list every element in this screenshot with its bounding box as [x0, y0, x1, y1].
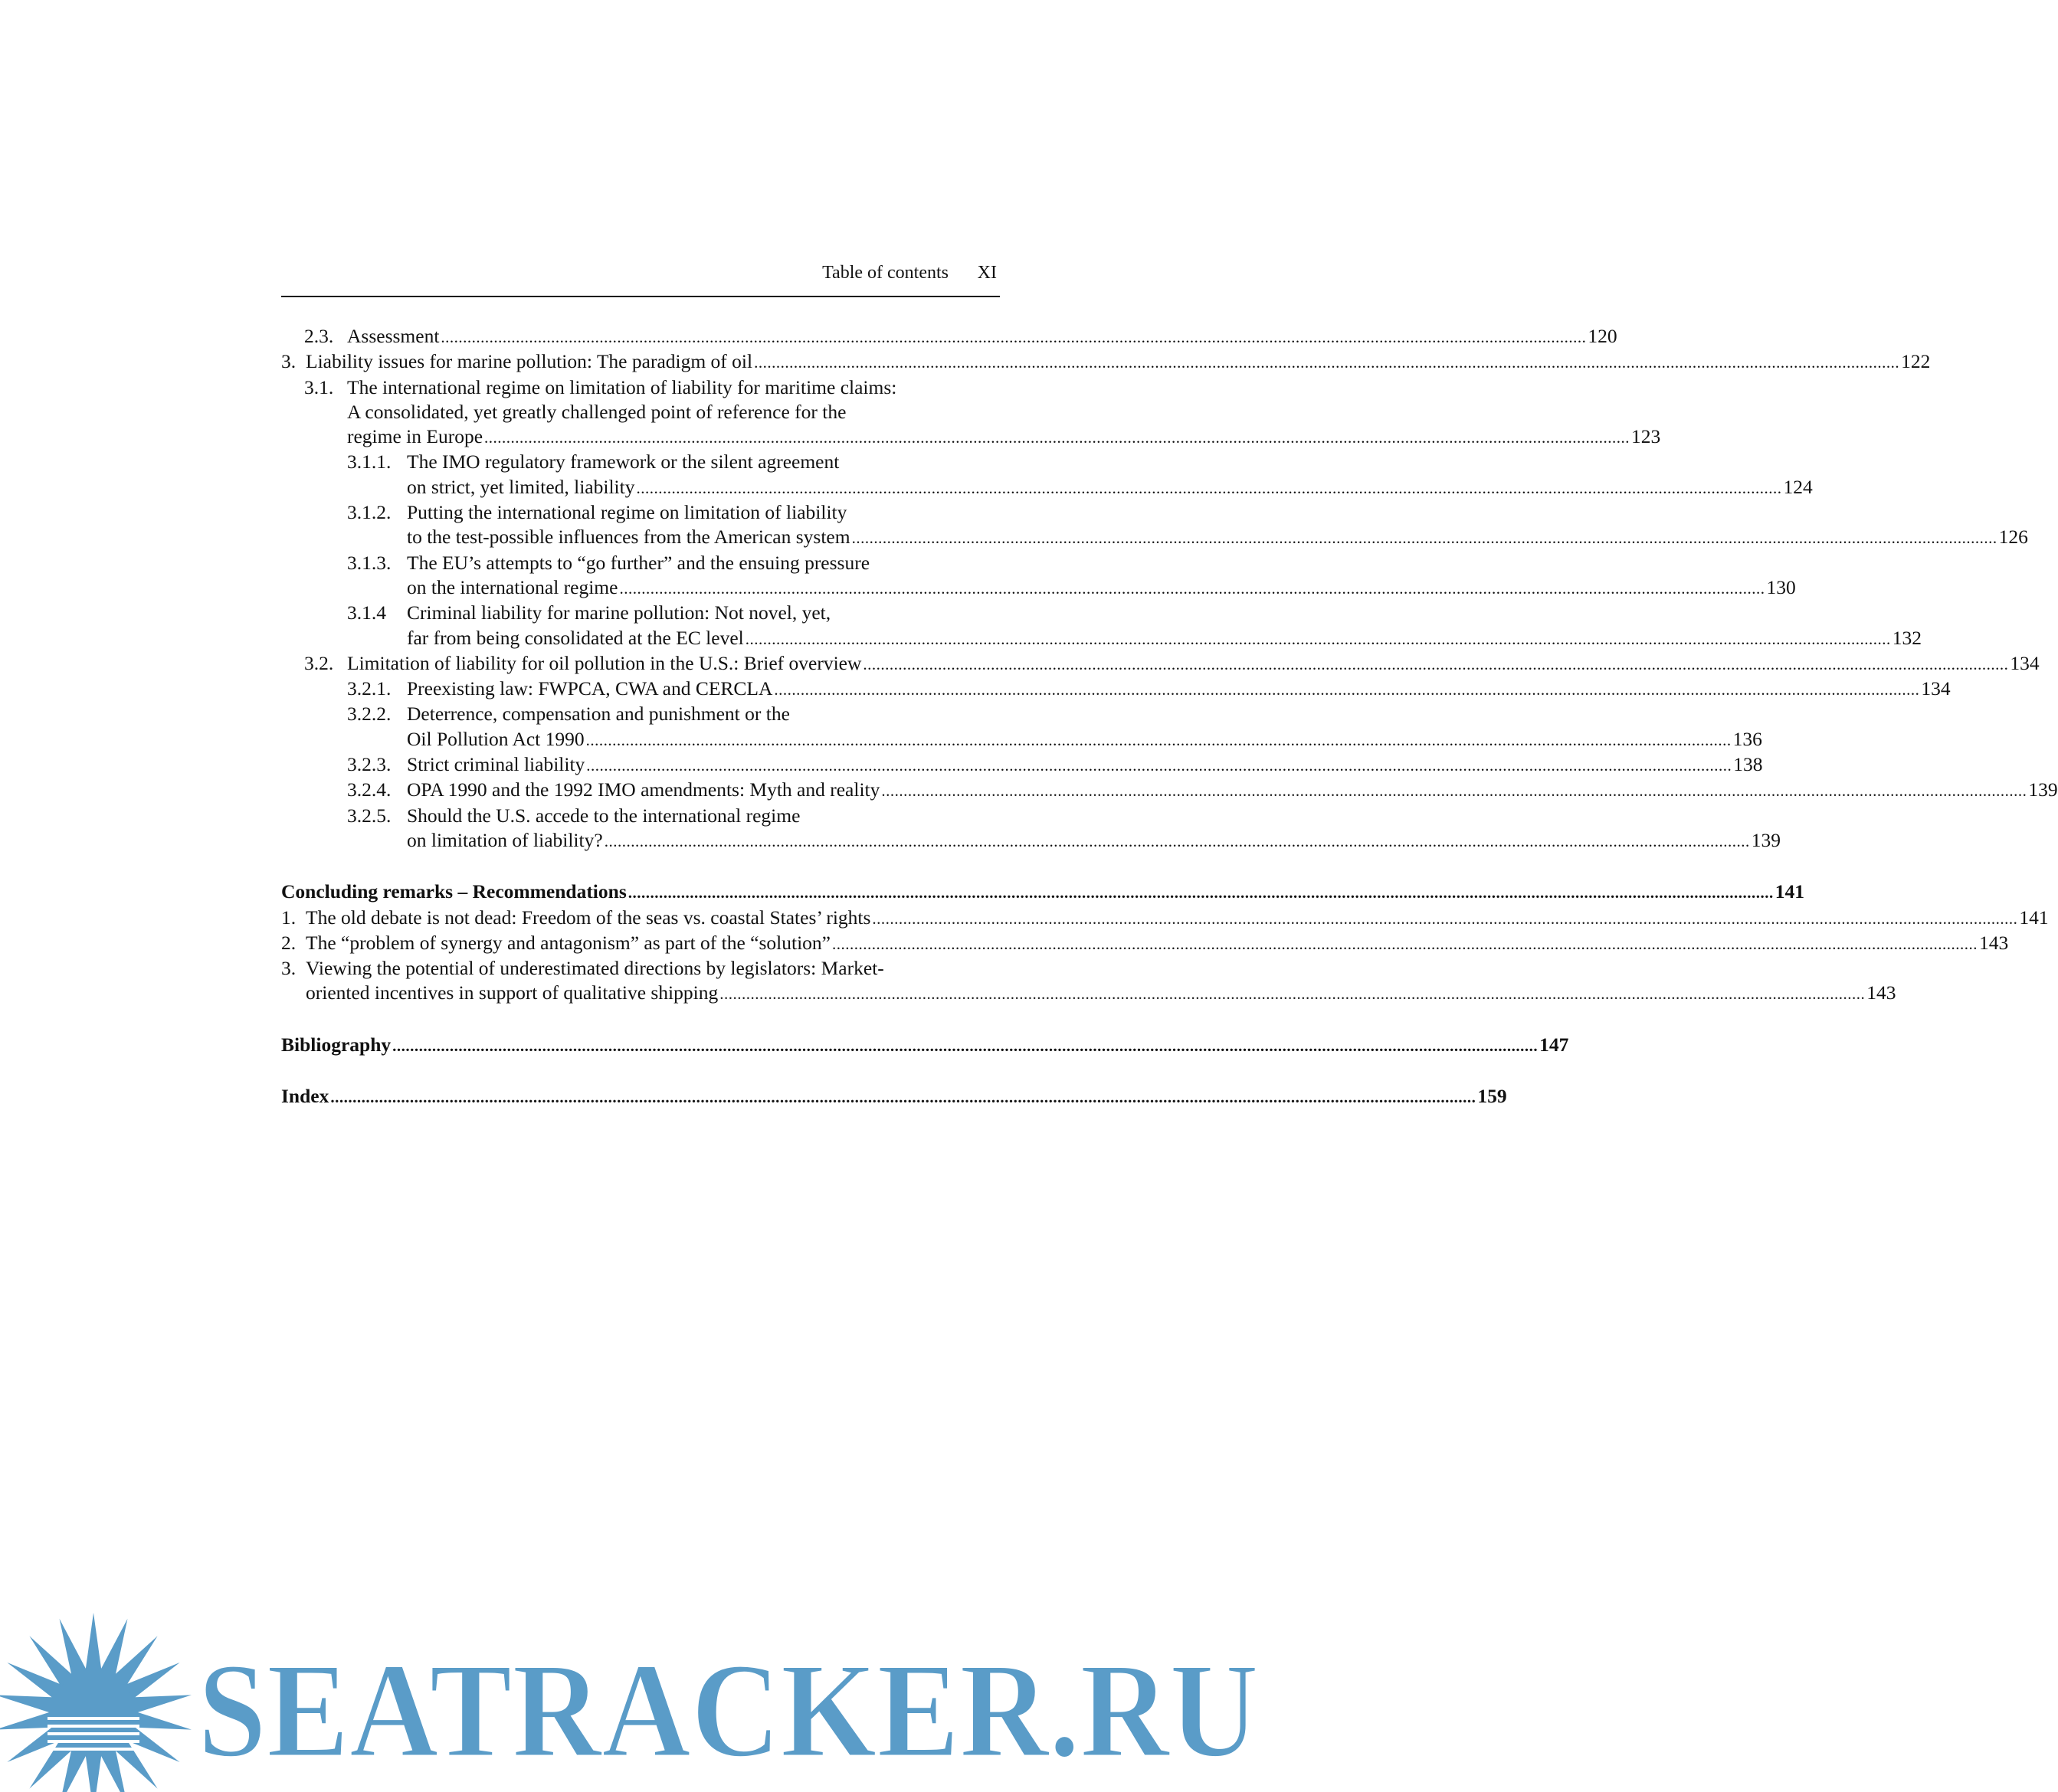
dot-leader: ....................................................................................................................................................................................................................................................................: [586, 756, 1732, 775]
toc-entry-last-line: [347, 424, 1661, 450]
dot-leader: ....................................................................................................................................................................................................................................................................: [881, 781, 2027, 801]
toc-entry-last-line: [407, 727, 1762, 752]
toc-entry-body: [407, 601, 1922, 651]
toc-entry-number: 3.2.5.: [347, 804, 392, 827]
toc-entry-last-line: [306, 906, 2049, 931]
toc-entry-number: 2.: [281, 931, 297, 954]
toc-entry-body: [347, 375, 1661, 450]
running-title: Table of contents: [822, 263, 949, 283]
toc-entry[interactable]: [281, 551, 1796, 601]
toc-entry-page: 143: [1866, 981, 1896, 1004]
toc-entry-last-line: [347, 651, 2040, 677]
toc-entry-title: Preexisting law: FWPCA, CWA and CERCLA: [407, 677, 773, 700]
toc-entry-page: 120: [1588, 325, 1617, 347]
toc-entry-number: 3.2.4.: [347, 778, 392, 801]
dot-leader: ....................................................................................................................................................................................................................................................................: [484, 428, 1630, 447]
toc-entry[interactable]: [281, 601, 1922, 651]
toc-entry-title: Limitation of liability for oil pollution in the U.S.: Brief overview: [347, 651, 862, 674]
toc-entry-title: on strict, yet limited, liability: [407, 475, 635, 498]
toc-entry-text-line: Putting the international regime on limitation of liability: [407, 501, 847, 524]
toc-entry-number: 3.2.: [304, 651, 334, 674]
toc-entry-body: [306, 956, 1896, 1007]
toc-entry-body: [407, 551, 1796, 601]
toc-entry-title: The “problem of synergy and antagonism” as part of the “solution”: [306, 931, 831, 954]
toc-entry-title: on the international regime: [407, 575, 618, 598]
toc-entry-text-line: Deterrence, compensation and punishment or the: [407, 703, 790, 726]
toc-entry-page: 122: [1901, 350, 1931, 373]
toc-entry-number: 3.1.2.: [347, 501, 392, 524]
toc-entry-title: The old debate is not dead: Freedom of the seas vs. coastal States’ rights: [306, 906, 871, 929]
toc-entry-last-line: [407, 626, 1922, 651]
toc-entry-body: [347, 651, 2040, 677]
toc-entry[interactable]: [281, 500, 2028, 551]
toc-entry-text-line: The EU’s attempts to “go further” and the ensuing pressure: [407, 551, 870, 574]
toc-entry[interactable]: [281, 752, 1763, 778]
watermark-text: SEATRACKER.RU: [198, 1634, 1259, 1786]
toc-entry[interactable]: [281, 931, 2009, 956]
toc-entry-title: to the test-possible influences from the American system: [407, 526, 850, 549]
toc-entry-number: 3.: [281, 957, 297, 980]
toc-entry[interactable]: [281, 880, 1804, 905]
sun-logo-icon: [0, 1613, 192, 1792]
table-of-contents: [281, 324, 2058, 1109]
dot-leader: ....................................................................................................................................................................................................................................................................: [604, 831, 1750, 850]
toc-entry[interactable]: [281, 778, 2058, 803]
toc-entry-body: [407, 450, 1813, 500]
toc-entry-page: 136: [1732, 727, 1762, 750]
toc-entry[interactable]: [281, 677, 1951, 702]
dot-leader: ....................................................................................................................................................................................................................................................................: [441, 328, 1587, 346]
toc-entry[interactable]: [281, 349, 1931, 375]
toc-entry-last-line: [407, 677, 1951, 702]
toc-entry-page: 134: [2010, 651, 2040, 674]
sun-wave-line: [48, 1732, 139, 1735]
toc-entry-text-line: Should the U.S. accede to the international regime: [407, 804, 801, 827]
watermark: [0, 1597, 1267, 1792]
header-rule: [281, 296, 1000, 297]
toc-entry-title: Index: [281, 1085, 329, 1108]
running-header: [281, 263, 1000, 286]
toc-entry-body: [407, 702, 1762, 752]
toc-entry-last-line: [281, 1084, 1507, 1109]
toc-entry-number: 3.2.3.: [347, 753, 392, 776]
dot-leader: ....................................................................................................................................................................................................................................................................: [745, 629, 1891, 648]
toc-entry-last-line: [281, 1033, 1569, 1058]
toc-entry[interactable]: [281, 804, 1781, 854]
toc-entry[interactable]: [281, 375, 1661, 450]
toc-entry-body: [407, 677, 1951, 702]
toc-entry-title: Oil Pollution Act 1990: [407, 727, 585, 750]
toc-entry[interactable]: [281, 1084, 1507, 1109]
toc-entry-number: 3.: [281, 350, 297, 373]
toc-entry-body: [407, 804, 1781, 854]
dot-leader: ....................................................................................................................................................................................................................................................................: [719, 984, 1866, 1004]
toc-entry-body: [306, 906, 2049, 931]
toc-entry-body: [407, 500, 2028, 551]
toc-entry-number: 2.3.: [304, 325, 334, 347]
section-gap: [281, 853, 1000, 880]
toc-entry-title: OPA 1990 and the 1992 IMO amendments: Myth and reality: [407, 778, 880, 801]
toc-entry-number: 3.1.1.: [347, 450, 392, 473]
toc-entry-title: far from being consolidated at the EC level: [407, 626, 744, 649]
toc-entry-last-line: [306, 931, 2009, 956]
toc-entry-last-line: [407, 575, 1796, 601]
toc-entry-last-line: [306, 349, 1931, 375]
toc-entry-title: Concluding remarks – Recommendations: [281, 880, 627, 903]
toc-entry-page: 123: [1631, 425, 1661, 448]
toc-entry-number: 3.2.2.: [347, 703, 392, 726]
section-gap: [281, 1058, 1000, 1084]
toc-entry-title: Assessment: [347, 325, 440, 347]
toc-entry-last-line: [306, 981, 1896, 1006]
toc-entry-page: 147: [1539, 1033, 1569, 1056]
toc-entry-last-line: [347, 324, 1617, 349]
toc-entry-page: 143: [1979, 931, 2009, 954]
toc-entry-number: 3.1.: [304, 375, 334, 398]
toc-entry-page: 134: [1921, 677, 1951, 700]
toc-entry-last-line: [407, 778, 2058, 803]
dot-leader: ....................................................................................................................................................................................................................................................................: [774, 680, 1920, 699]
toc-entry-body: [407, 752, 1763, 778]
toc-entry-title: Strict criminal liability: [407, 753, 585, 776]
toc-entry-number: 3.2.1.: [347, 677, 392, 700]
toc-entry-text-line: Criminal liability for marine pollution: Not novel, yet,: [407, 601, 831, 624]
toc-entry-body: [281, 1084, 1507, 1109]
toc-entry-page: 159: [1477, 1085, 1507, 1108]
toc-entry-text-line: The international regime on limitation of liability for maritime claims:: [347, 375, 897, 398]
toc-entry-number: 3.1.4: [347, 601, 386, 624]
toc-entry-page: 130: [1766, 575, 1796, 598]
sun-wave-line: [48, 1717, 139, 1720]
toc-entry-page: 138: [1733, 753, 1763, 776]
toc-entry-title: Liability issues for marine pollution: The paradigm of oil: [306, 350, 753, 373]
toc-entry-body: [407, 778, 2058, 803]
roman-page-number: XI: [977, 263, 997, 283]
toc-entry-body: [281, 880, 1804, 905]
toc-entry-last-line: [407, 525, 2028, 550]
dot-leader: ....................................................................................................................................................................................................................................................................: [863, 654, 2009, 673]
toc-entry[interactable]: [281, 956, 1896, 1007]
toc-entry[interactable]: [281, 1033, 1569, 1058]
toc-entry-last-line: [407, 752, 1763, 778]
dot-leader: ....................................................................................................................................................................................................................................................................: [392, 1036, 1539, 1055]
toc-entry-title: oriented incentives in support of qualitative shipping: [306, 981, 719, 1004]
toc-entry-page: 124: [1783, 475, 1813, 498]
toc-entry-page: 139: [2028, 778, 2058, 801]
sun-wave-line: [48, 1725, 139, 1728]
toc-entry-page: 141: [2019, 906, 2049, 929]
toc-entry-last-line: [407, 828, 1781, 853]
toc-entry[interactable]: [281, 324, 1617, 349]
dot-leader: ....................................................................................................................................................................................................................................................................: [754, 353, 1900, 372]
toc-entry[interactable]: [281, 450, 1813, 500]
sun-wave-line: [48, 1740, 139, 1743]
toc-entry-body: [281, 1033, 1569, 1058]
toc-entry-text-line: Viewing the potential of underestimated directions by legislators: Market-: [306, 957, 884, 980]
toc-entry-number: 3.1.3.: [347, 551, 392, 574]
dot-leader: ....................................................................................................................................................................................................................................................................: [585, 730, 1732, 749]
toc-entry[interactable]: [281, 651, 2040, 677]
toc-entry-body: [347, 324, 1617, 349]
toc-entry-number: 1.: [281, 906, 297, 929]
toc-entry-text-line: The IMO regulatory framework or the silent agreement: [407, 450, 840, 473]
toc-entry-page: 141: [1775, 880, 1804, 903]
toc-entry[interactable]: [281, 702, 1762, 752]
toc-entry-page: 126: [1998, 526, 2028, 549]
toc-entry-title: regime in Europe: [347, 425, 483, 448]
toc-entry-body: [306, 931, 2009, 956]
toc-entry-title: on limitation of liability?: [407, 828, 603, 851]
toc-entry-last-line: [407, 475, 1813, 500]
toc-entry-body: [306, 349, 1931, 375]
toc-entry-title: Bibliography: [281, 1033, 392, 1056]
toc-entry-last-line: [281, 880, 1804, 905]
dot-leader: ....................................................................................................................................................................................................................................................................: [872, 909, 2018, 928]
dot-leader: ....................................................................................................................................................................................................................................................................: [330, 1088, 1476, 1107]
dot-leader: ....................................................................................................................................................................................................................................................................: [619, 578, 1765, 598]
toc-entry-text-line: A consolidated, yet greatly challenged point of reference for the: [347, 400, 847, 423]
toc-entry-page: 139: [1751, 828, 1781, 851]
toc-entry[interactable]: [281, 906, 2049, 931]
sun-wave-line: [48, 1748, 139, 1751]
toc-entry-page: 132: [1892, 626, 1922, 649]
dot-leader: ....................................................................................................................................................................................................................................................................: [636, 478, 1782, 497]
section-gap: [281, 1007, 1000, 1033]
dot-leader: ....................................................................................................................................................................................................................................................................: [628, 883, 1774, 903]
dot-leader: ....................................................................................................................................................................................................................................................................: [832, 934, 1978, 953]
dot-leader: ....................................................................................................................................................................................................................................................................: [851, 529, 1997, 548]
